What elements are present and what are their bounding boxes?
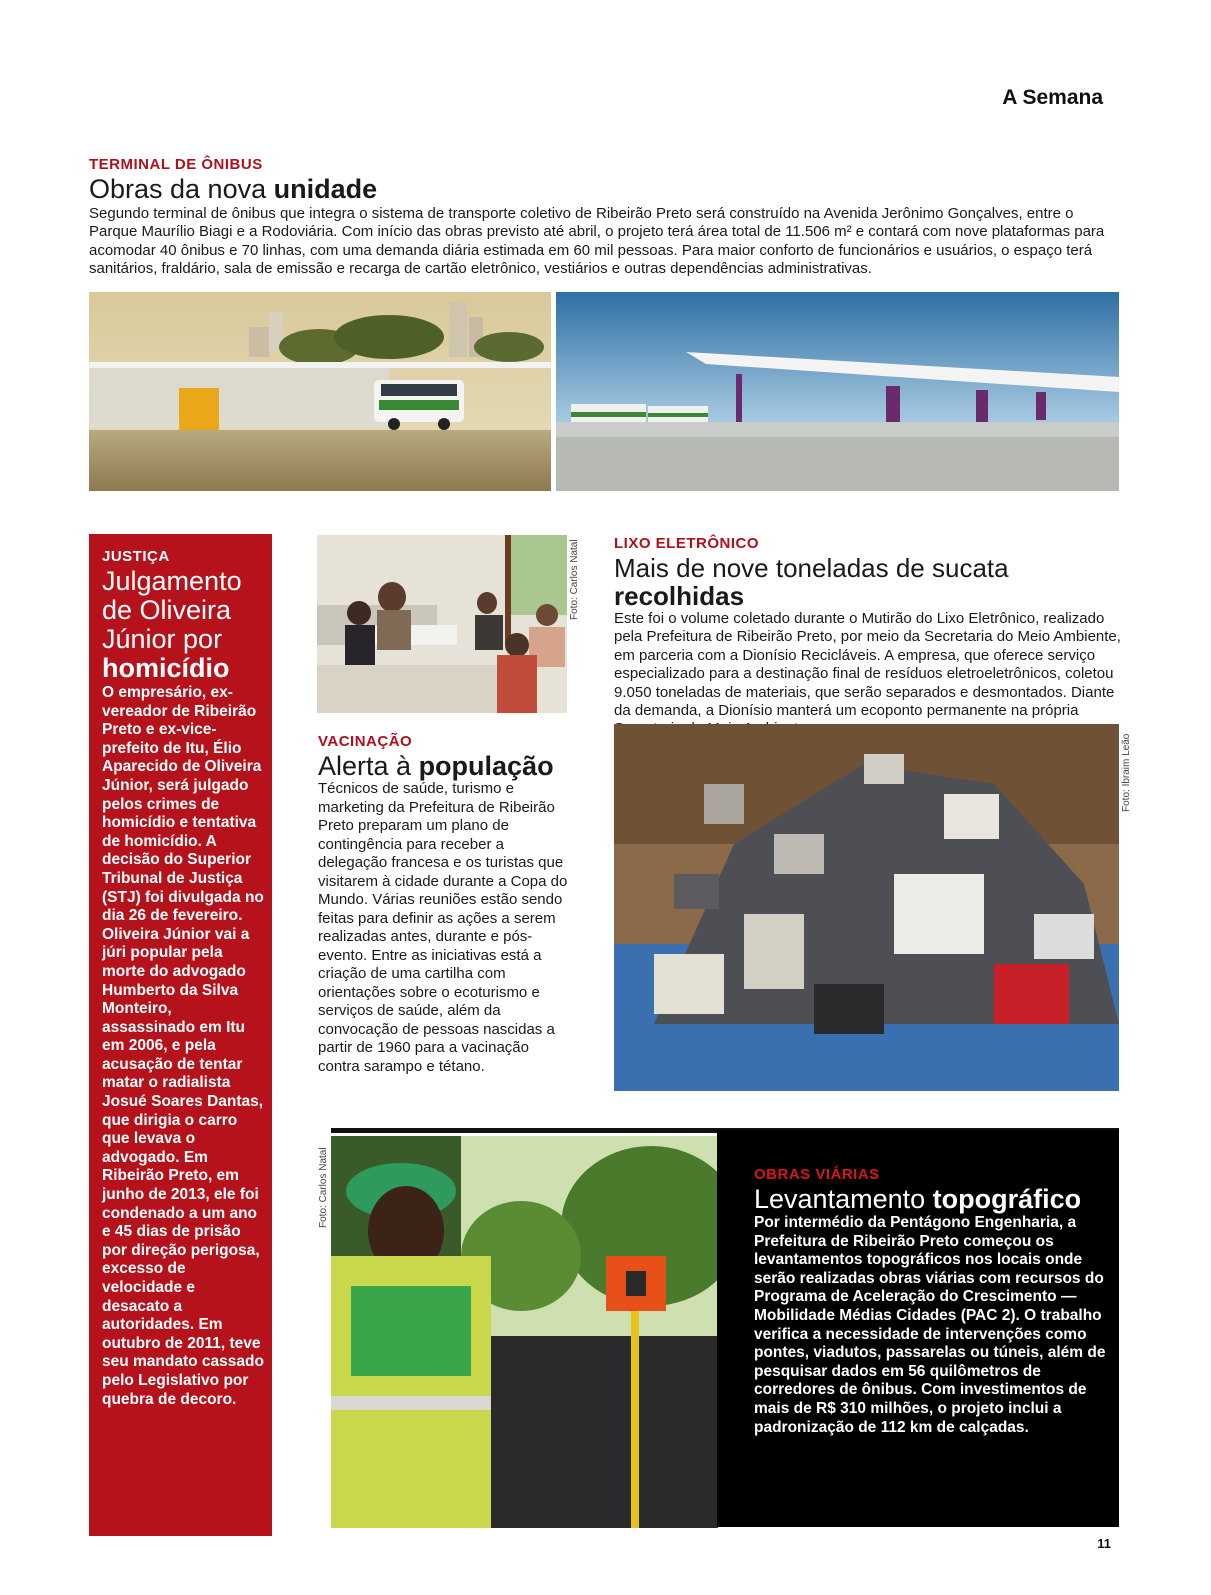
- vacinacao-photo: [317, 535, 567, 713]
- lixo-photo-credit: Foto: Ibraim Leão: [1121, 733, 1132, 812]
- lixo-photo: [614, 724, 1119, 1091]
- page-number: 11: [1097, 1536, 1111, 1551]
- obras-photo: [331, 1136, 718, 1528]
- vacinacao-article: [318, 733, 570, 1076]
- terminal-render-right: [556, 292, 1119, 491]
- terminal-article: [89, 156, 1119, 279]
- section-title: A Semana: [1002, 86, 1103, 109]
- obras-photo-credit: Foto: Carlos Natal: [318, 1147, 329, 1228]
- vacinacao-headline: Alerta à população: [318, 751, 554, 781]
- obras-body: Por intermédio da Pentágono Engenharia, a Prefeitura de Ribeirão Preto começou os levantamentos topográficos nos locais onde serão realizadas obras viárias com recursos do Programa de Aceleração do Crescimento — Mobilidade Médias Cidades (PAC 2). O trabalho verifica a necessidade de intervenções como pontes, viadutos, passarelas ou túneis, além de pesquisar dados em 56 quilômetros de corredores de ônibus. Com investimentos de mais de R$ 310 milhões, o projeto inclui a padronização de 112 km de calçadas.: [754, 1214, 1106, 1436]
- vacinacao-photo-credit: Foto: Carlos Natal: [569, 539, 580, 620]
- obras-headline: Levantamento topográfico: [754, 1184, 1082, 1214]
- terminal-kicker: TERMINAL DE ÔNIBUS: [89, 156, 263, 173]
- lixo-kicker: LIXO ELETRÔNICO: [614, 535, 760, 552]
- justica-headline: Julgamento de Oliveira Júnior por homicídio: [102, 566, 242, 683]
- vacinacao-body: Técnicos de saúde, turismo e marketing da Prefeitura de Ribeirão Preto preparam um plano de contingência para receber a delegação francesa e os turistas que visitarem à cidade durante a Copa do Mundo. Várias reuniões estão sendo feitas para definir as ações a serem realizadas antes, durante e pós-evento. Entre as iniciativas está a criação de uma cartilha com orientações sobre o ecoturismo e serviços de saúde, além da convocação de pessoas nascidas a partir de 1960 para a vacinação contra sarampo e tétano.: [318, 780, 568, 1075]
- vacinacao-kicker: VACINAÇÃO: [318, 733, 413, 750]
- terminal-render-left: [89, 292, 551, 491]
- justica-kicker: JUSTIÇA: [102, 548, 170, 565]
- terminal-body: Segundo terminal de ônibus que integra o sistema de transporte coletivo de Ribeirão Preto será construído na Avenida Jerônimo Gonçalves, entre o Parque Maurílio Biagi e a Rodoviária. Com início das obras previsto até abril, o projeto terá área total de 11.506 m² e contará com nove plataformas para acomodar 40 ônibus e 70 linhas, com uma demanda diária estimada em 60 mil pessoas. Para maior conforto de funcionários e usuários, o espaço terá sanitários, fraldário, sala de emissão e recarga de cartão eletrônico, vestiários e outras dependências administrativas.: [89, 205, 1105, 278]
- obras-kicker: OBRAS VIÁRIAS: [754, 1166, 880, 1183]
- lixo-headline: Mais de nove toneladas de sucata recolhidas: [614, 553, 1009, 611]
- justica-body: O empresário, ex-vereador de Ribeirão Preto e ex-vice-prefeito de Itu, Élio Aparecido de Oliveira Júnior, será julgado pelos crimes de homicídio e tentativa de homicídio. A decisão do Superior Tribunal de Justiça (STJ) foi divulgada no dia 26 de fevereiro. Oliveira Júnior vai a júri popular pela morte do advogado Humberto da Silva Monteiro, assassinado em Itu em 2006, e pela acusação de tentar matar o radialista Josué Soares Dantas, que dirigia o carro que levava o advogado. Em Ribeirão Preto, em junho de 2013, ele foi condenado a um ano e 45 dias de prisão por direção perigosa, excesso de velocidade e desacato a autoridades. Em outubro de 2011, teve seu mandato cassado pelo Legislativo por quebra de decoro.: [102, 684, 264, 1408]
- lixo-article: [614, 535, 1126, 739]
- obras-box: [717, 1130, 1119, 1527]
- terminal-headline: Obras da nova unidade: [89, 174, 378, 204]
- lixo-body: Este foi o volume coletado durante o Mutirão do Lixo Eletrônico, realizado pela Prefeitura de Ribeirão Preto, por meio da Secretaria do Meio Ambiente, em parceria com a Dionísio Recicláveis. A empresa, que oferece serviço especializado para a destinação final de resíduos eletroeletrônicos, coletou 9.050 toneladas de materiais, que serão separados e desmontados. Diante da demanda, a Dionísio manterá um ecoponto permanente na própria: [614, 610, 1121, 720]
- justica-box: [89, 534, 272, 1536]
